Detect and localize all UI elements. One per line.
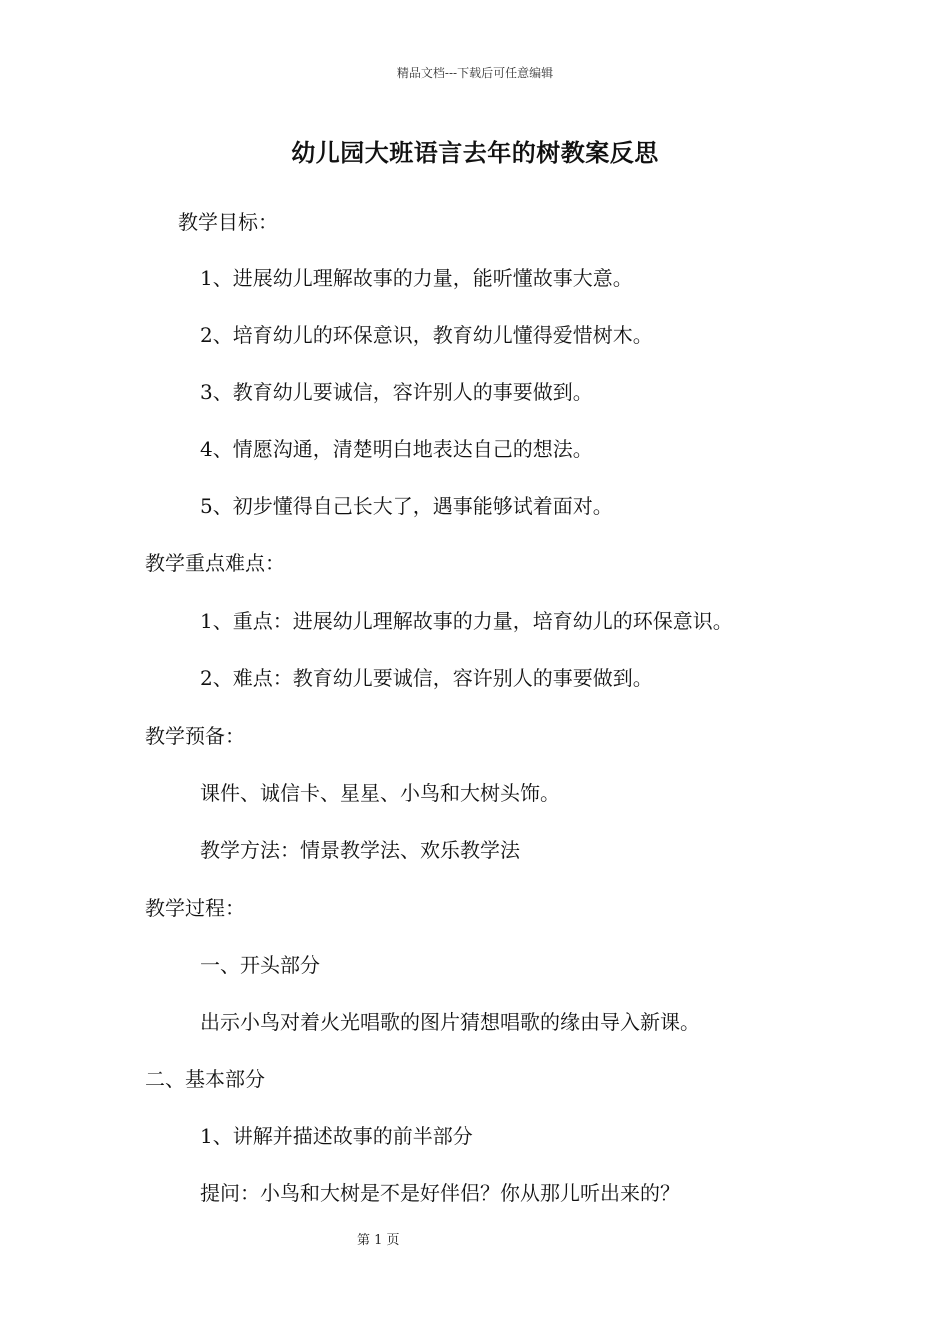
section-heading-preparation: 教学预备：: [145, 724, 245, 748]
paragraph-line: 5、初步懂得自己长大了，遇事能够试着面对。: [200, 494, 613, 518]
paragraph-line: 1、讲解并描述故事的前半部分: [200, 1124, 473, 1148]
paragraph-line: 1、进展幼儿理解故事的力量，能听懂故事大意。: [200, 266, 633, 290]
paragraph-line: 出示小鸟对着火光唱歌的图片猜想唱歌的缘由导入新课。: [200, 1010, 700, 1034]
section-heading-process: 教学过程：: [145, 896, 245, 920]
paragraph-line: 2、培育幼儿的环保意识，教育幼儿懂得爱惜树木。: [200, 323, 653, 347]
section-heading-basic-part: 二、基本部分: [145, 1067, 265, 1091]
paragraph-line: 2、难点：教育幼儿要诚信，容许别人的事要做到。: [200, 666, 653, 690]
page-number: 第 1 页: [357, 1233, 400, 1248]
paragraph-line: 教学方法：情景教学法、欢乐教学法: [200, 838, 520, 862]
document-title: 幼儿园大班语言去年的树教案反思: [291, 138, 659, 167]
section-heading-objectives: 教学目标：: [178, 210, 278, 234]
paragraph-line: 提问：小鸟和大树是不是好伴侣？你从那儿听出来的？: [200, 1181, 680, 1205]
paragraph-line: 课件、诚信卡、星星、小鸟和大树头饰。: [200, 781, 560, 805]
paragraph-line: 3、教育幼儿要诚信，容许别人的事要做到。: [200, 380, 593, 404]
section-heading-key-points: 教学重点难点：: [145, 551, 285, 575]
paragraph-line: 1、重点：进展幼儿理解故事的力量，培育幼儿的环保意识。: [200, 609, 733, 633]
paragraph-line: 4、情愿沟通，清楚明白地表达自己的想法。: [200, 437, 593, 461]
header-note: 精品文档---下载后可任意编辑: [396, 66, 554, 80]
paragraph-line: 一、开头部分: [200, 953, 320, 977]
